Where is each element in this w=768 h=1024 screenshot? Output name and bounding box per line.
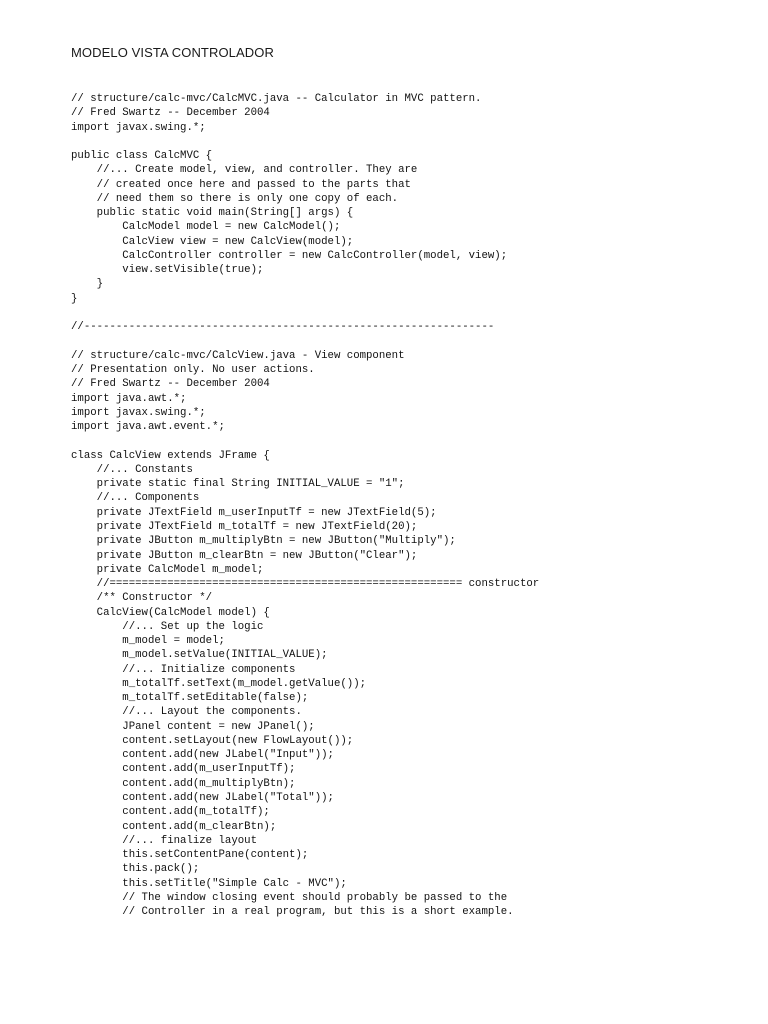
code-line: view.setVisible(true); [71, 264, 264, 277]
code-line: private CalcModel m_model; [71, 563, 264, 576]
code-line: content.setLayout(new FlowLayout()); [71, 734, 354, 747]
code-line: // Controller in a real program, but this is a short example. [71, 906, 514, 919]
code-line: // need them so there is only one copy of each. [71, 192, 399, 205]
code-line: // structure/calc-mvc/CalcView.java - View component [71, 349, 405, 362]
code-line: //... Set up the logic [71, 620, 264, 633]
code-line: //... Components [71, 492, 200, 505]
code-line: CalcView(CalcModel model) { [71, 606, 270, 619]
code-line: content.add(new JLabel("Input")); [71, 749, 334, 762]
code-line: content.add(m_multiplyBtn); [71, 777, 296, 790]
code-line: private JTextField m_totalTf = new JTextField(20); [71, 520, 418, 533]
code-line: //... Create model, view, and controller. They are [71, 164, 418, 177]
code-line: content.add(new JLabel("Total")); [71, 792, 334, 805]
code-line: this.setContentPane(content); [71, 849, 309, 862]
code-line: private JTextField m_userInputTf = new JTextField(5); [71, 506, 437, 519]
code-line: // Fred Swartz -- December 2004 [71, 378, 270, 391]
code-line: // created once here and passed to the parts that [71, 178, 411, 191]
code-line: // Fred Swartz -- December 2004 [71, 107, 270, 120]
code-line: import java.awt.*; [71, 392, 187, 405]
code-listing [71, 92, 751, 919]
code-line: private static final String INITIAL_VALUE = "1"; [71, 478, 405, 491]
code-line: private JButton m_multiplyBtn = new JButton("Multiply"); [71, 535, 456, 548]
code-line: //======================================================= constructor [71, 578, 540, 591]
code-line: //... Layout the components. [71, 706, 302, 719]
code-line: // structure/calc-mvc/CalcMVC.java -- Calculator in MVC pattern. [71, 93, 482, 105]
code-line: content.add(m_clearBtn); [71, 820, 277, 833]
code-line: content.add(m_userInputTf); [71, 763, 296, 776]
page-title: MODELO VISTA CONTROLADOR [71, 45, 274, 60]
code-line: CalcModel model = new CalcModel(); [71, 221, 341, 234]
code-line: import javax.swing.*; [71, 121, 206, 134]
code-line: /** Constructor */ [71, 592, 213, 605]
code-line: //... Initialize components [71, 663, 296, 676]
code-line [71, 434, 751, 448]
code-line [71, 135, 751, 149]
code-line: import javax.swing.*; [71, 406, 206, 419]
code-line: class CalcView extends JFrame { [71, 449, 270, 462]
code-line: //... Constants [71, 463, 193, 476]
code-line [71, 335, 751, 349]
code-line: // Presentation only. No user actions. [71, 364, 315, 377]
code-line: import java.awt.event.*; [71, 421, 225, 434]
code-line: CalcController controller = new CalcController(model, view); [71, 249, 508, 262]
code-line [71, 306, 751, 320]
code-line: public static void main(String[] args) { [71, 207, 354, 220]
code-line: private JButton m_clearBtn = new JButton("Clear"); [71, 549, 418, 562]
code-line: // The window closing event should probably be passed to the [71, 891, 508, 904]
code-line: m_model = model; [71, 635, 225, 648]
code-line: content.add(m_totalTf); [71, 806, 270, 819]
code-line: m_totalTf.setEditable(false); [71, 692, 309, 705]
code-line: public class CalcMVC { [71, 150, 213, 163]
code-line: m_model.setValue(INITIAL_VALUE); [71, 649, 328, 662]
code-line: m_totalTf.setText(m_model.getValue()); [71, 677, 367, 690]
code-line: //... finalize layout [71, 834, 257, 847]
code-line: JPanel content = new JPanel(); [71, 720, 315, 733]
code-line: CalcView view = new CalcView(model); [71, 235, 354, 248]
code-line: } [71, 292, 78, 305]
code-line: } [71, 278, 104, 291]
code-line: this.setTitle("Simple Calc - MVC"); [71, 877, 347, 890]
code-line: //---------------------------------------------------------------- [71, 321, 495, 334]
code-line: this.pack(); [71, 863, 200, 876]
